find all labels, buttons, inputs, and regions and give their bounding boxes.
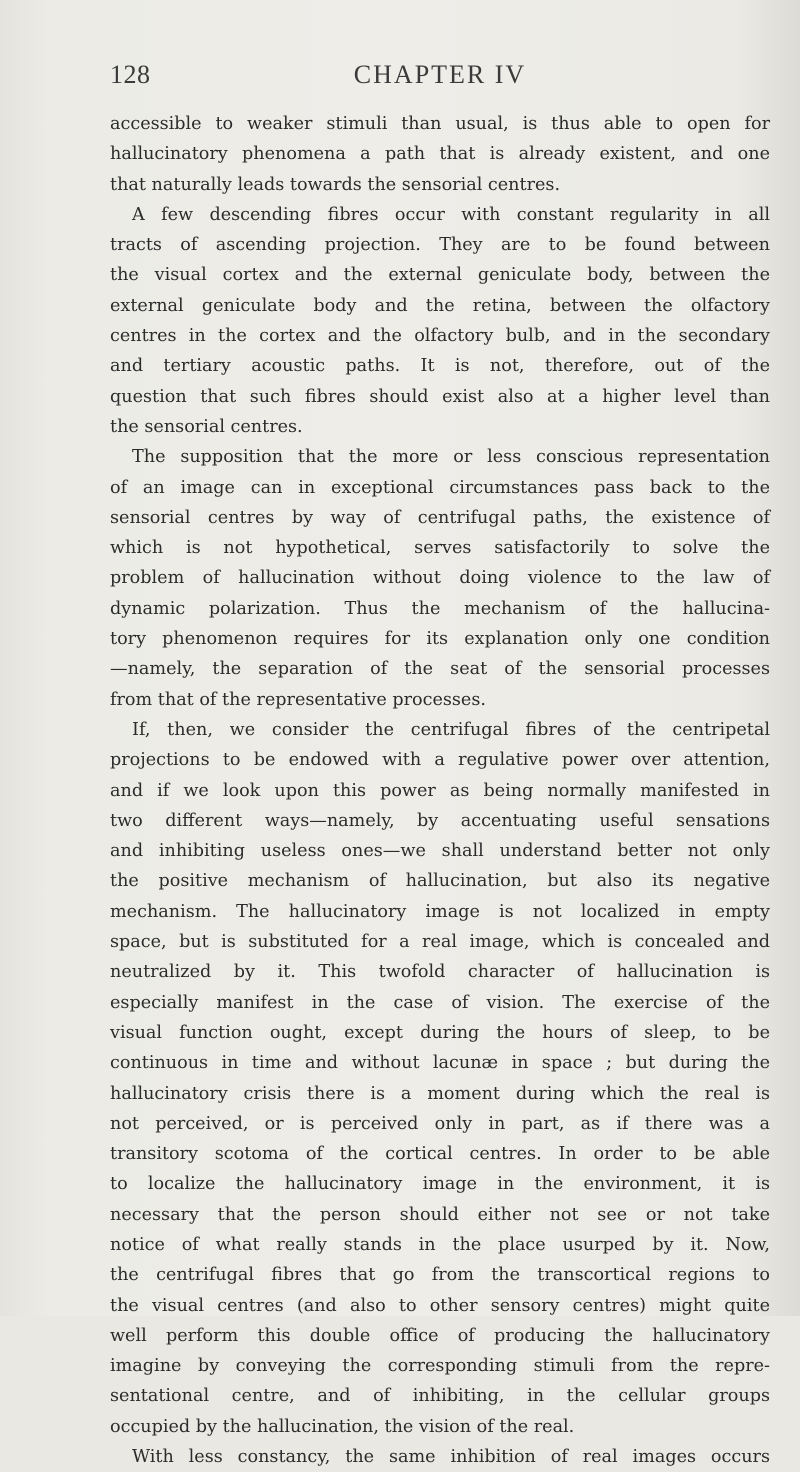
text-line: necessary that the person should either not see or not take [110, 1204, 770, 1225]
text-line: imagine by conveying the corresponding stimuli from the repre- [110, 1356, 770, 1377]
text-line: question that such fibres should exist also at a higher level than [110, 386, 770, 407]
text-line: problem of hallucination without doing violence to the law of [110, 568, 770, 589]
text-line: centres in the cortex and the olfactory bulb, and in the secondary [110, 326, 770, 347]
text-line: the positive mechanism of hallucination, but also its negative [110, 871, 770, 892]
text-line: and inhibiting useless ones—we shall understand better not only [110, 841, 770, 862]
text-line: which is not hypothetical, serves satisfactorily to solve the [110, 538, 770, 559]
text-line: accessible to weaker stimuli than usual, is thus able to open for [110, 114, 770, 134]
text-line: that naturally leads towards the sensorial centres. [110, 174, 561, 195]
text-line: to localize the hallucinatory image in the environment, it is [110, 1174, 770, 1195]
text-line: —namely, the separation of the seat of the sensorial processes [110, 659, 770, 680]
text-line: and if we look upon this power as being normally manifested in [110, 780, 770, 801]
text-line: the centrifugal fibres that go from the transcortical regions to [110, 1265, 770, 1286]
page-number: 128 [110, 60, 151, 89]
text-line: hallucinatory phenomena a path that is already existent, and one [110, 144, 770, 165]
text-line: A few descending fibres occur with constant regularity in all [132, 204, 770, 225]
page-header [110, 60, 770, 100]
text-line: the visual cortex and the external geniculate body, between the [110, 265, 770, 286]
text-line: sensorial centres by way of centrifugal paths, the existence of [110, 507, 770, 528]
text-line: mechanism. The hallucinatory image is not localized in empty [110, 901, 770, 922]
text-line: especially manifest in the case of vision. The exercise of the [110, 992, 770, 1013]
text-line: well perform this double office of producing the hallucinatory [110, 1325, 770, 1346]
text-line: dynamic polarization. Thus the mechanism of the hallucina- [110, 598, 770, 619]
text-line: and tertiary acoustic paths. It is not, therefore, out of the [110, 356, 770, 377]
text-line: the sensorial centres. [110, 416, 303, 437]
text-line: transitory scotoma of the cortical centres. In order to be able [110, 1144, 770, 1165]
text-line: With less constancy, the same inhibition of real images occurs [132, 1447, 770, 1468]
text-line: from that of the representative processes. [110, 689, 486, 710]
text-line: space, but is substituted for a real image, which is concealed and [110, 932, 770, 953]
body-text [110, 109, 770, 1468]
text-line: visual function ought, except during the hours of sleep, to be [110, 1022, 770, 1043]
text-line: external geniculate body and the retina, between the olfactory [110, 295, 770, 316]
text-line: of an image can in exceptional circumstances pass back to the [110, 477, 770, 498]
chapter-heading: CHAPTER IV [353, 60, 527, 89]
text-line: continuous in time and without lacunæ in space ; but during the [110, 1053, 770, 1074]
text-line: not perceived, or is perceived only in part, as if there was a [110, 1113, 770, 1134]
text-line: tory phenomenon requires for its explanation only one condition [110, 629, 770, 650]
text-line: tracts of ascending projection. They are to be found between [110, 235, 770, 256]
text-line: two different ways—namely, by accentuating useful sensations [110, 810, 770, 831]
text-line: hallucinatory crisis there is a moment during which the real is [110, 1083, 770, 1104]
text-line: the visual centres (and also to other sensory centres) might quite [110, 1295, 770, 1316]
text-line: The supposition that the more or less conscious representation [132, 447, 770, 468]
text-line: If, then, we consider the centrifugal fibres of the centripetal [132, 719, 770, 740]
text-line: occupied by the hallucination, the vision of the real. [110, 1416, 575, 1437]
text-line: sentational centre, and of inhibiting, in the cellular groups [110, 1386, 770, 1407]
text-line: notice of what really stands in the place usurped by it. Now, [110, 1234, 770, 1255]
text-line: projections to be endowed with a regulative power over attention, [110, 750, 770, 771]
text-line: neutralized by it. This twofold character of hallucination is [110, 962, 770, 983]
